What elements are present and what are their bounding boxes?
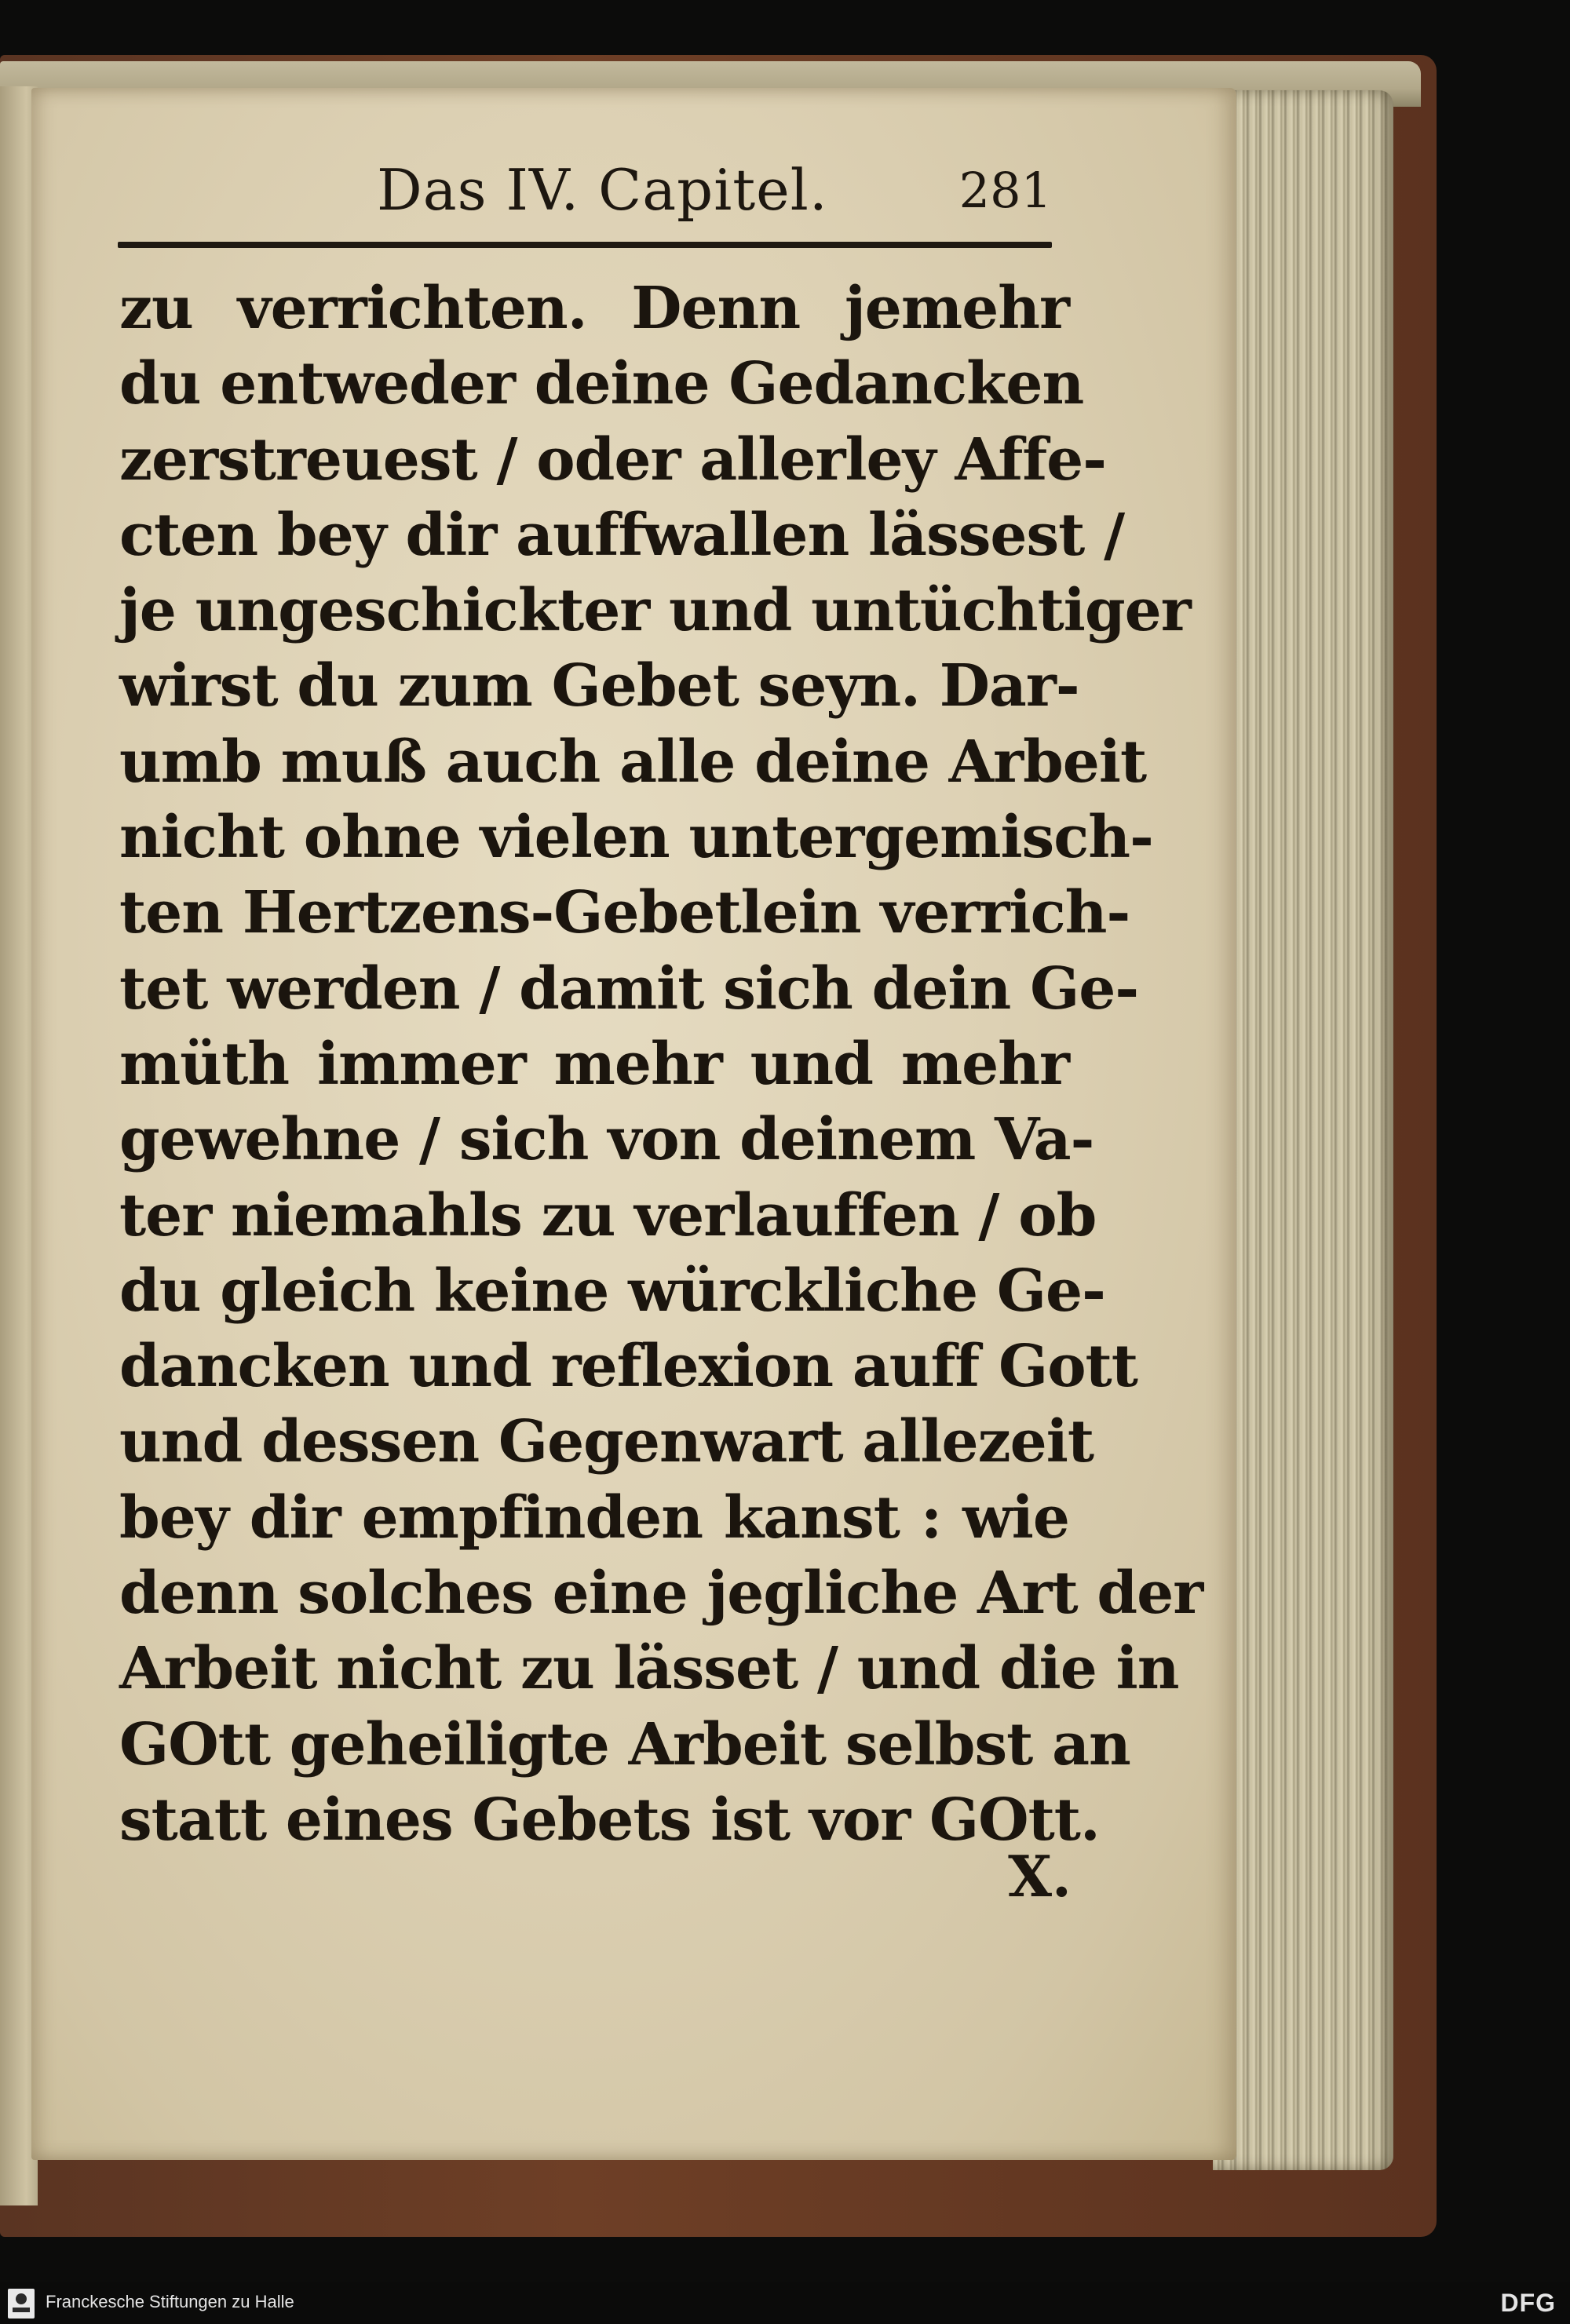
viewer-footer — [0, 2282, 1570, 2324]
funder-logo-text: DFG — [1500, 2289, 1556, 2317]
header-rule — [118, 242, 1052, 248]
text-line: müth immer mehr und mehr — [119, 1030, 1069, 1098]
text-line: du gleich keine würckliche Ge- — [119, 1257, 1105, 1325]
institution-name: Franckesche Stiftungen zu Halle — [46, 2292, 294, 2311]
text-line: zerstreuest / oder allerley Affe- — [119, 425, 1106, 494]
text-line: umb muß auch alle deine Arbeit — [119, 728, 1147, 796]
page-body-text — [119, 271, 1203, 1858]
running-head: Das IV. Capitel. — [377, 157, 828, 223]
text-line: denn solches eine jegliche Art der — [119, 1560, 1203, 1628]
text-line: wirst du zum Gebet seyn. Dar- — [119, 652, 1079, 721]
text-line: Arbeit nicht zu lässet / und die in — [119, 1635, 1179, 1703]
text-line: je ungeschickter und untüchtiger — [119, 577, 1191, 645]
text-line: bey dir empfinden kanst : wie — [119, 1483, 1069, 1552]
text-line: cten bey dir auffwallen lässest / — [119, 501, 1125, 569]
catchword: X. — [1008, 1843, 1072, 1910]
page-block-edges — [1213, 90, 1393, 2170]
text-line: nicht ohne vielen untergemisch- — [119, 804, 1153, 872]
text-line: du entweder deine Gedancken — [119, 350, 1084, 418]
text-line: dancken und reflexion auff Gott — [119, 1333, 1137, 1401]
text-line: und dessen Gegenwart allezeit — [119, 1408, 1094, 1476]
text-line: ten Hertzens-Gebetlein verrich- — [119, 879, 1130, 947]
institution-logo-icon — [8, 2289, 35, 2319]
text-line: zu verrichten. Denn jemehr — [119, 275, 1069, 342]
page-header — [377, 157, 1052, 228]
text-line: statt eines Gebets ist vor GOtt. — [119, 1786, 1100, 1854]
page-number: 281 — [958, 162, 1052, 219]
text-line: GOtt geheiligte Arbeit selbst an — [119, 1710, 1130, 1779]
text-line: gewehne / sich von deinem Va- — [119, 1106, 1094, 1174]
text-line: ter niemahls zu verlauffen / ob — [119, 1181, 1097, 1250]
text-line: tet werden / damit sich dein Ge- — [119, 954, 1139, 1023]
